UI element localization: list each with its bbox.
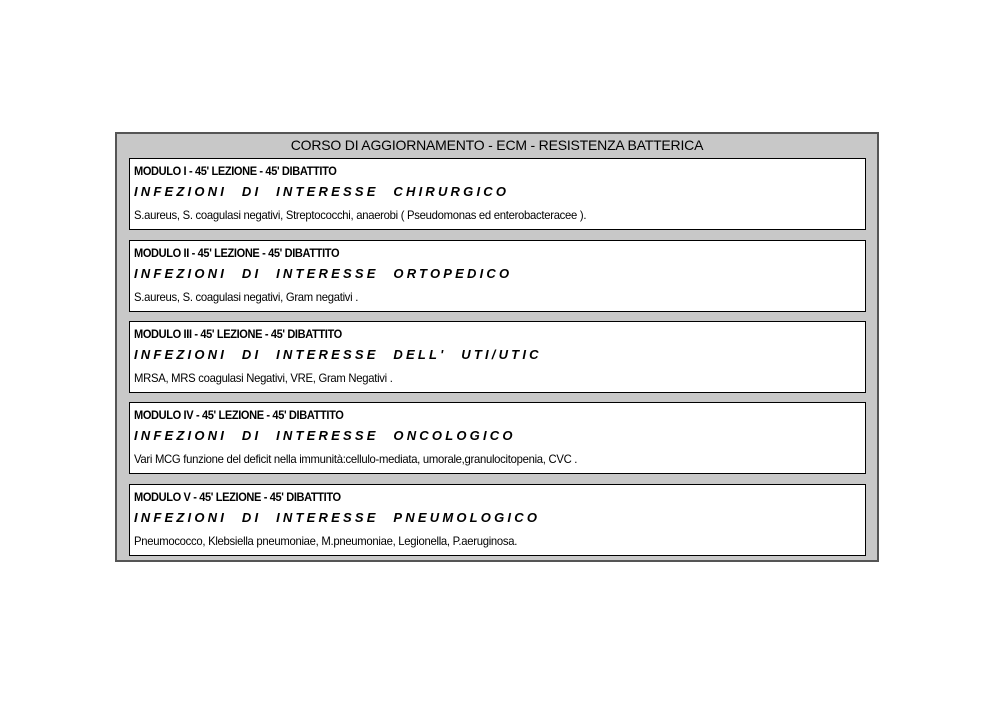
module-5	[129, 484, 866, 556]
module-topic: INFEZIONI DI INTERESSE ONCOLOGICO	[134, 428, 516, 443]
module-header: MODULO III - 45' LEZIONE - 45' DIBATTITO	[134, 327, 342, 341]
module-header: MODULO II - 45' LEZIONE - 45' DIBATTITO	[134, 246, 340, 260]
module-topic: INFEZIONI DI INTERESSE PNEUMOLOGICO	[134, 510, 541, 525]
module-pathogens: Vari MCG funzione del deficit nella immunità:cellulo-mediata, umorale,granulocitopenia, CVC .	[134, 452, 578, 466]
module-header: MODULO V - 45' LEZIONE - 45' DIBATTITO	[134, 490, 341, 504]
module-4	[129, 402, 866, 474]
course-title: CORSO DI AGGIORNAMENTO - ECM - RESISTENZA BATTERICA	[290, 137, 704, 153]
course-frame	[115, 132, 879, 562]
module-pathogens: S.aureus, S. coagulasi negativi, Gram negativi .	[134, 290, 359, 304]
module-pathogens: S.aureus, S. coagulasi negativi, Streptococchi, anaerobi ( Pseudomonas ed enterobacteracee ).	[134, 208, 587, 222]
module-pathogens: Pneumococco, Klebsiella pneumoniae, M.pneumoniae, Legionella, P.aeruginosa.	[134, 534, 518, 548]
module-header: MODULO IV - 45' LEZIONE - 45' DIBATTITO	[134, 408, 344, 422]
module-pathogens: MRSA, MRS coagulasi Negativi, VRE, Gram Negativi .	[134, 371, 393, 385]
module-header: MODULO I - 45' LEZIONE - 45' DIBATTITO	[134, 164, 337, 178]
module-2	[129, 240, 866, 312]
module-topic: INFEZIONI DI INTERESSE DELL' UTI/UTIC	[134, 347, 542, 362]
module-topic: INFEZIONI DI INTERESSE CHIRURGICO	[134, 184, 510, 199]
module-topic: INFEZIONI DI INTERESSE ORTOPEDICO	[134, 266, 513, 281]
module-3	[129, 321, 866, 393]
module-1	[129, 158, 866, 230]
